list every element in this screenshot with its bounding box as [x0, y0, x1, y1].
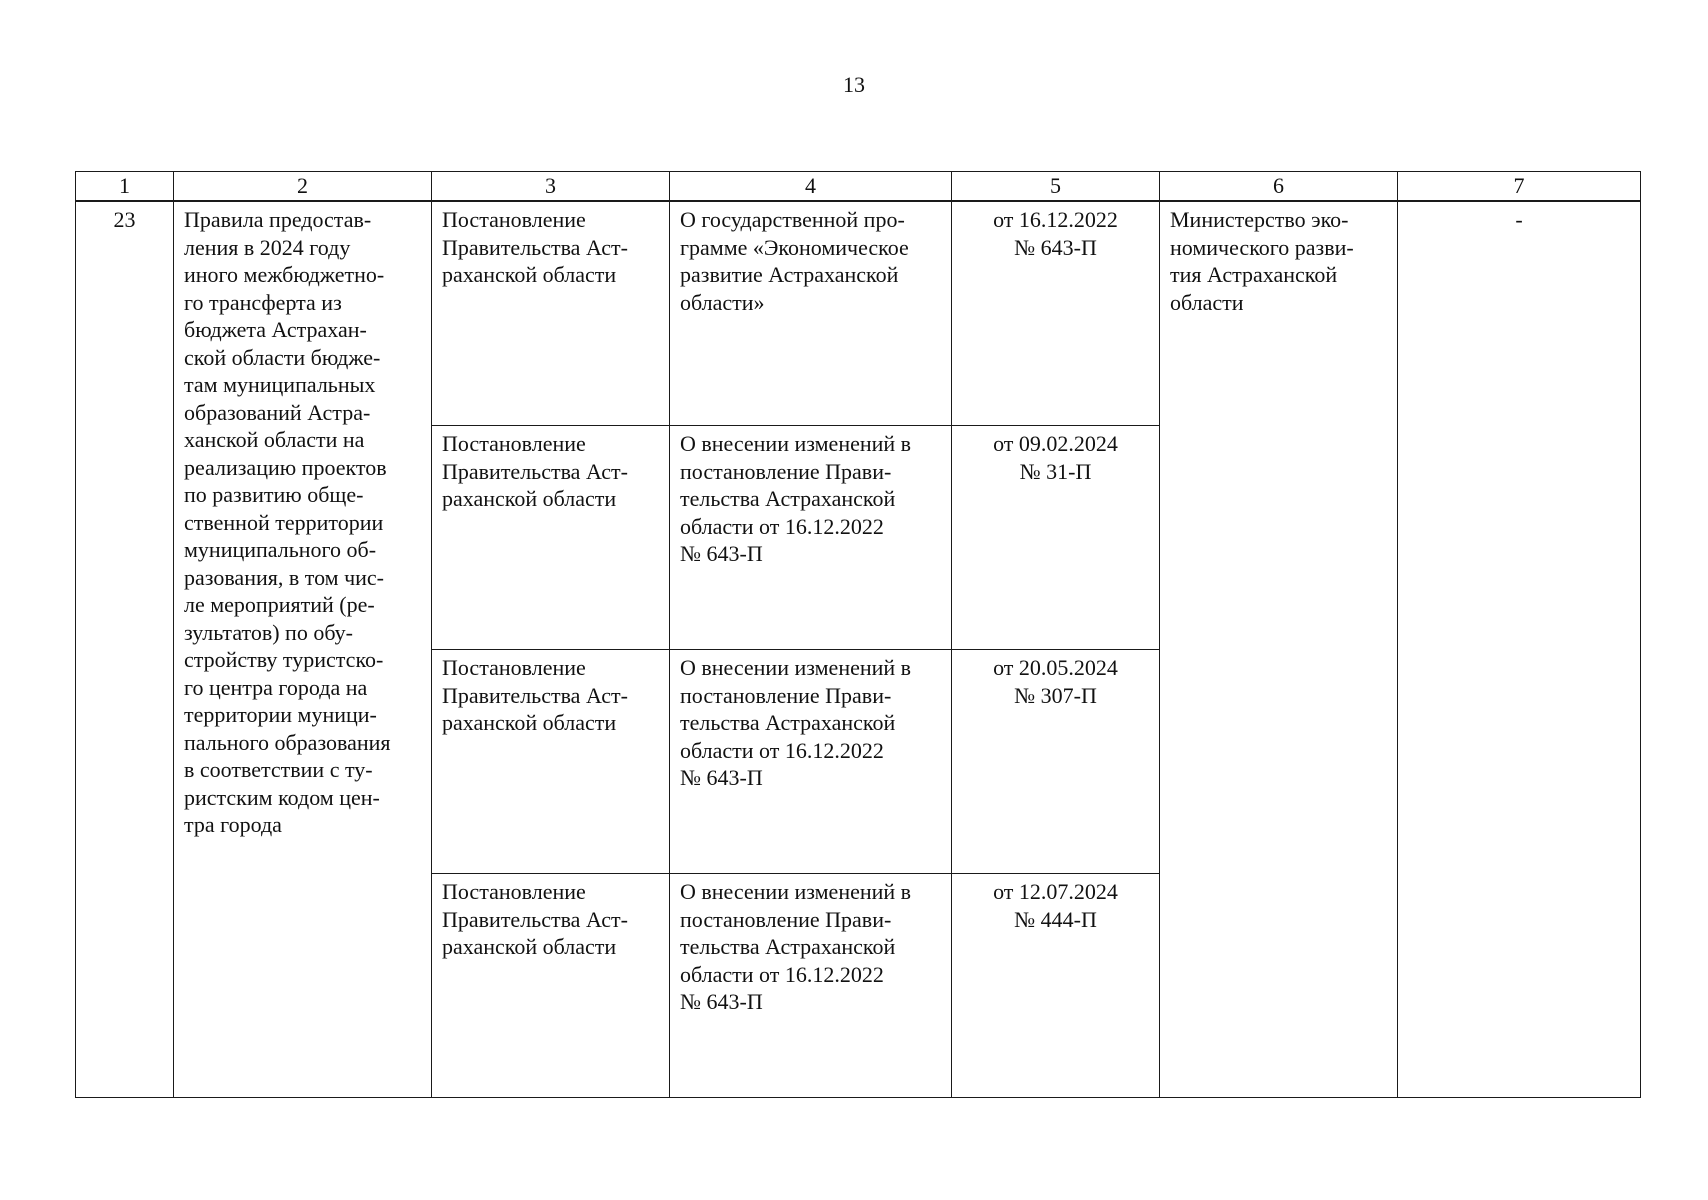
act-date-number-cell: от 16.12.2022 № 643-П — [952, 201, 1160, 426]
responsible-cell: Министерство эко- номического разви- тия Астраханской области — [1160, 201, 1398, 1098]
act-date-number-cell: от 20.05.2024 № 307-П — [952, 650, 1160, 874]
document-table — [75, 171, 1641, 1098]
page-number: 13 — [843, 72, 865, 97]
act-title-cell: О внесении изменений в постановление Прави- тельства Астраханской области от 16.12.2022 № 643-П — [670, 874, 952, 1098]
column-header: 6 — [1160, 172, 1398, 202]
act-type-cell: Постановление Правительства Аст- раханской области — [432, 650, 670, 874]
act-type-cell: Постановление Правительства Аст- раханской области — [432, 874, 670, 1098]
act-date-number-cell: от 09.02.2024 № 31-П — [952, 426, 1160, 650]
table-row — [76, 201, 1641, 426]
description-cell: Правила предостав- ления в 2024 году иного межбюджетно- го трансферта из бюджета Астрахан- ской области бюдже- там муниципальных образований Астра- ханской области на реализацию проектов по развитию обще- ственной территории муниципального об- разования, в том чис- ле мероприятий (ре- зультатов) по обу- стройству туристско- го центра города на территории муници- пального образования в соответствии с ту- ристским кодом цен- тра города — [174, 201, 432, 1098]
act-date-number-cell: от 12.07.2024 № 444-П — [952, 874, 1160, 1098]
column-header: 1 — [76, 172, 174, 202]
act-title-cell: О внесении изменений в постановление Прави- тельства Астраханской области от 16.12.2022 № 643-П — [670, 650, 952, 874]
column-header: 7 — [1398, 172, 1641, 202]
act-title-cell: О государственной про- грамме «Экономическое развитие Астраханской области» — [670, 201, 952, 426]
column-header: 3 — [432, 172, 670, 202]
act-title-cell: О внесении изменений в постановление Прави- тельства Астраханской области от 16.12.2022 № 643-П — [670, 426, 952, 650]
note-cell: - — [1398, 201, 1641, 1098]
act-type-cell: Постановление Правительства Аст- раханской области — [432, 201, 670, 426]
column-header: 2 — [174, 172, 432, 202]
column-header: 4 — [670, 172, 952, 202]
column-header: 5 — [952, 172, 1160, 202]
column-header-row — [76, 172, 1641, 202]
act-type-cell: Постановление Правительства Аст- раханской области — [432, 426, 670, 650]
row-number-cell: 23 — [76, 201, 174, 1098]
